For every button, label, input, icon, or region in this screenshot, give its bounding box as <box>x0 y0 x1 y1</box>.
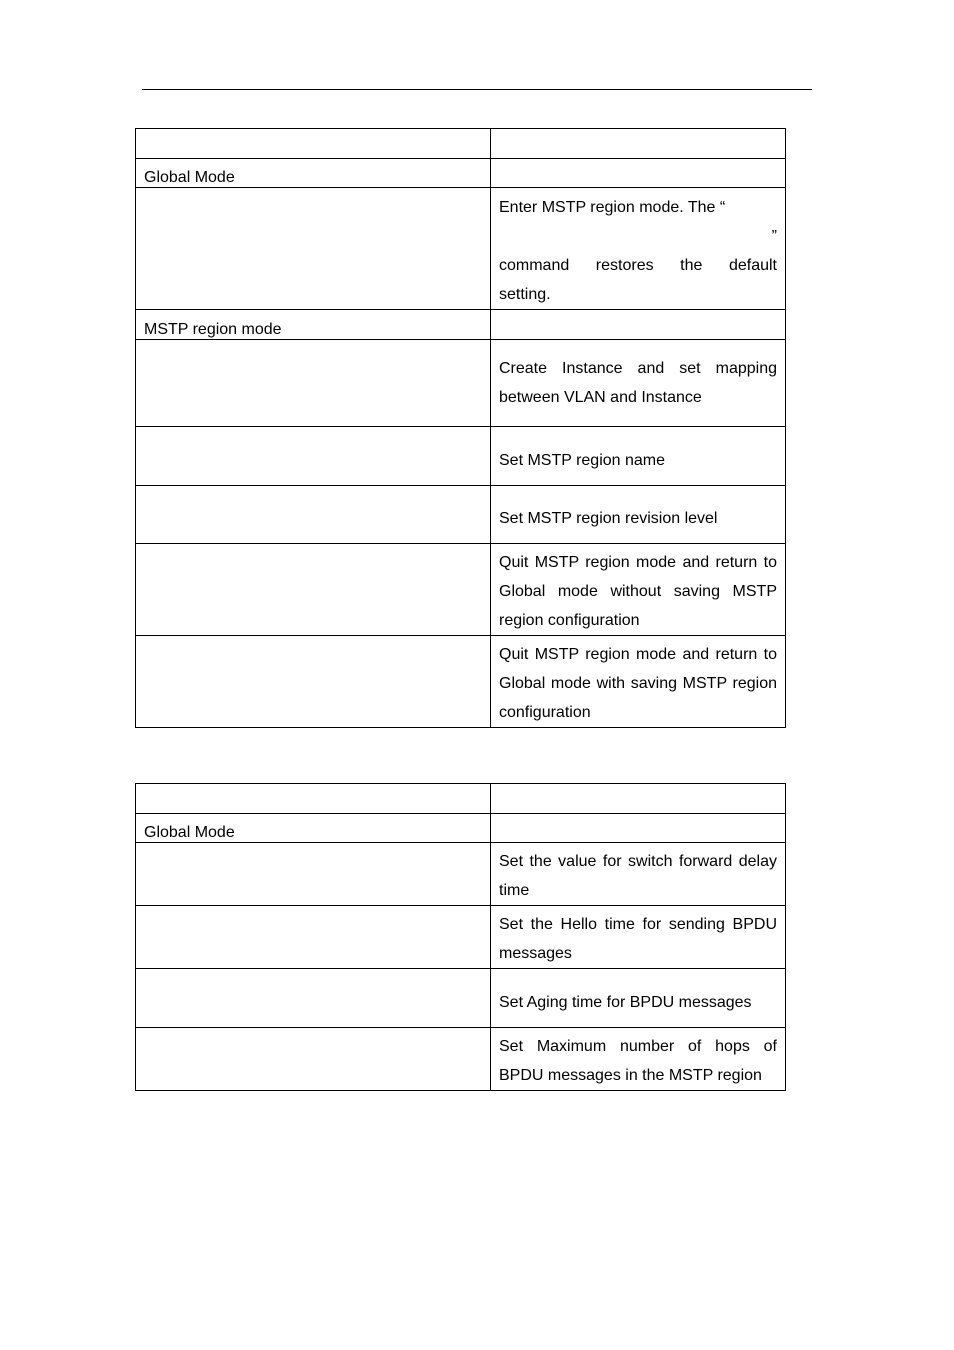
explanation-line: setting. <box>499 286 551 303</box>
command-cell <box>136 544 491 636</box>
mode-empty-cell <box>491 814 786 843</box>
mode-row <box>136 310 786 340</box>
table-row <box>136 427 786 486</box>
command-cell <box>136 906 491 969</box>
command-cell <box>136 340 491 427</box>
explanation-line: Enter MSTP region mode. The “ <box>499 199 726 216</box>
page-header-rule <box>142 89 812 90</box>
explanation-cell: Set MSTP region name <box>491 427 786 486</box>
explanation-cell: Set Maximum number of hops of BPDU messages in the MSTP region <box>491 1028 786 1091</box>
command-header-cell <box>136 129 491 159</box>
explanation-cell: Quit MSTP region mode and return to Global mode with saving MSTP region configuration <box>491 636 786 728</box>
mode-empty-cell <box>491 159 786 188</box>
command-cell <box>136 843 491 906</box>
table-row <box>136 1028 786 1091</box>
table-row <box>136 906 786 969</box>
explanation-cell: Create Instance and set mapping between VLAN and Instance <box>491 340 786 427</box>
explanation-cell: Set MSTP region revision level <box>491 486 786 544</box>
mode-label: Global Mode <box>136 814 491 843</box>
table-row <box>136 969 786 1028</box>
mstp-region-command-table <box>135 128 786 728</box>
mstp-timer-command-table <box>135 783 786 1091</box>
explanation-cell: Set Aging time for BPDU messages <box>491 969 786 1028</box>
command-cell <box>136 188 491 310</box>
mode-row <box>136 814 786 843</box>
table-row <box>136 188 786 310</box>
table-header-row <box>136 784 786 814</box>
mode-label: MSTP region mode <box>136 310 491 340</box>
mode-label: Global Mode <box>136 159 491 188</box>
table-header-row <box>136 129 786 159</box>
command-header-cell <box>136 784 491 814</box>
explanation-header-cell <box>491 784 786 814</box>
command-cell <box>136 486 491 544</box>
explanation-header-cell <box>491 129 786 159</box>
table-row <box>136 843 786 906</box>
command-cell <box>136 636 491 728</box>
explanation-cell: Quit MSTP region mode and return to Global mode without saving MSTP region configuration <box>491 544 786 636</box>
command-cell <box>136 427 491 486</box>
explanation-cell <box>491 188 786 310</box>
command-cell <box>136 969 491 1028</box>
explanation-line: command restores the default <box>499 257 777 274</box>
mode-row <box>136 159 786 188</box>
table-row <box>136 544 786 636</box>
table-row <box>136 636 786 728</box>
table-row <box>136 486 786 544</box>
table-row <box>136 340 786 427</box>
command-cell <box>136 1028 491 1091</box>
explanation-line: ” <box>771 228 777 245</box>
mode-empty-cell <box>491 310 786 340</box>
explanation-cell: Set the Hello time for sending BPDU messages <box>491 906 786 969</box>
explanation-cell: Set the value for switch forward delay time <box>491 843 786 906</box>
